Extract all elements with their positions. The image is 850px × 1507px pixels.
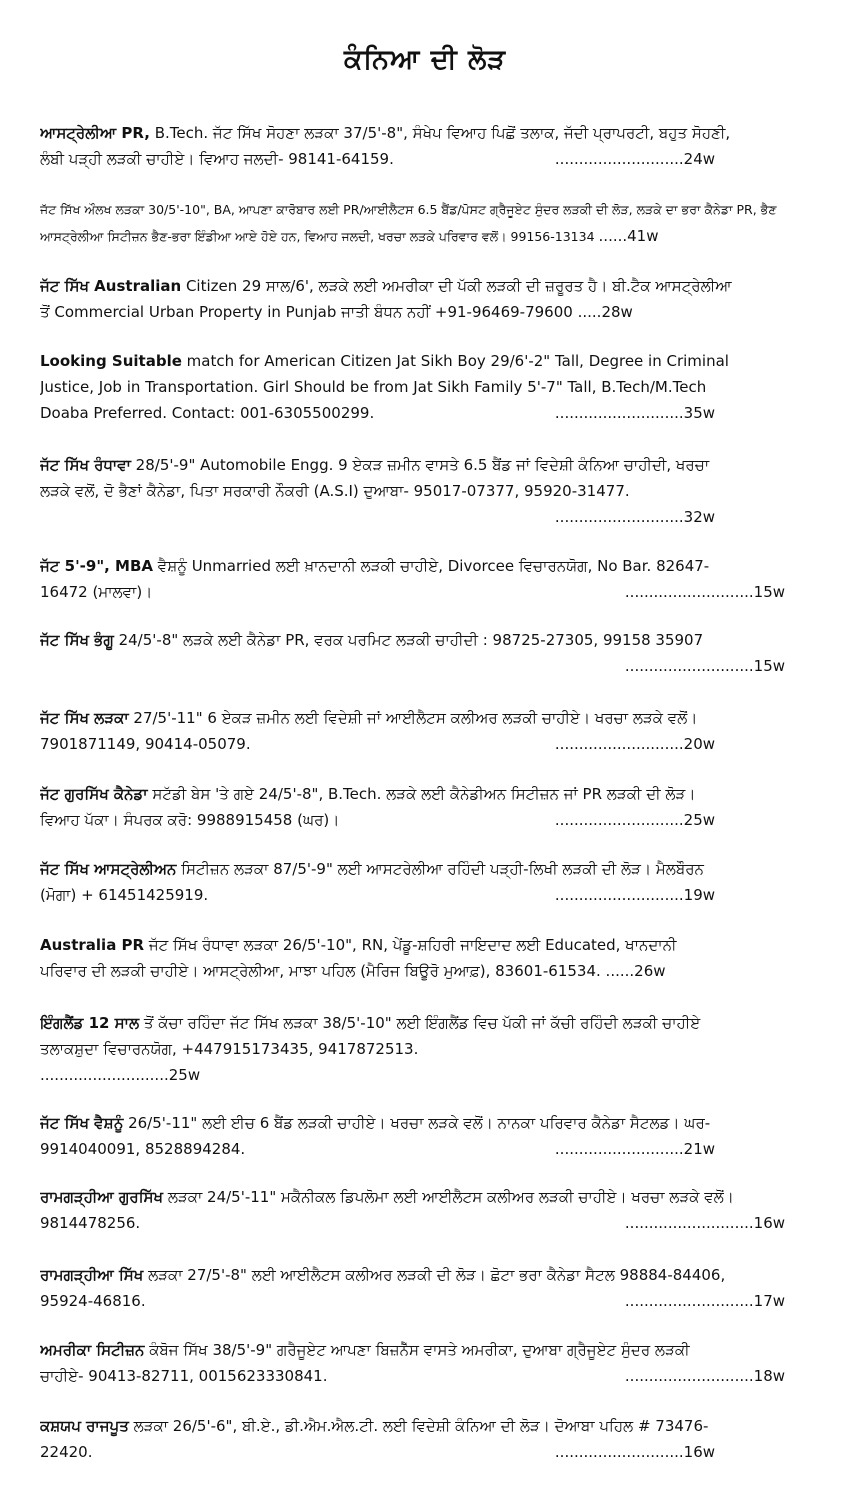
ad-ref: ...........................20w	[554, 735, 715, 753]
ad-text: 7901871149, 90414-05079.	[40, 735, 251, 753]
ad-line	[40, 1184, 825, 1210]
ad-text: ਆਸਟ੍ਰੇਲੀਆ ਸਿਟੀਜ਼ਨ ਭੈਣ-ਭਰਾ ਇੰਡੀਆ ਆਏ ਹੋਏ ਹਨ, ਵਿਆਹ ਜਲਦੀ, ਖਰਚਾ ਲੜਕੇ ਪਰਿਵਾਰ ਵਲੋਂ। 99156-13134	[40, 229, 595, 244]
ad-item	[40, 1110, 825, 1162]
ad-text: ਜੱਟ ਸਿੱਖ ਰੰਧਾਵਾ ਲੜਕਾ 26/5'-10", RN, ਪੇਂਡੂ-ਸ਼ਹਿਰੀ ਜਾਇਦਾਦ ਲਈ Educated, ਖਾਨਦਾਨੀ	[144, 936, 677, 954]
ad-text: 26/5'-11" ਲਈ ਈਚ 6 ਬੈਂਡ ਲੜਕੀ ਚਾਹੀਏ। ਖਰਚਾ ਲੜਕੇ ਵਲੋਂ। ਨਾਨਕਾ ਪਰਿਵਾਰ ਕੈਨੇਡਾ ਸੈਟਲਡ। ਘਰ-	[123, 1114, 711, 1132]
ad-text: ਸਟੱਡੀ ਬੇਸ 'ਤੇ ਗਏ 24/5'-8", B.Tech. ਲੜਕੇ ਲਈ ਕੈਨੇਡੀਅਨ ਸਿਟੀਜ਼ਨ ਜਾਂ PR ਲੜਕੀ ਦੀ ਲੋੜ।	[147, 785, 696, 803]
ad-text: 27/5'-11" 6 ਏਕੜ ਜ਼ਮੀਨ ਲਈ ਵਿਦੇਸ਼ੀ ਜਾਂ ਆਈਲੈਟਸ ਕਲੀਅਰ ਲੜਕੀ ਚਾਹੀਏ। ਖਰਚਾ ਲੜਕੇ ਵਲੋਂ।	[128, 709, 698, 727]
ad-text: ਚਾਹੀਏ- 90413-82711, 0015623330841.	[40, 1367, 328, 1385]
ad-lead: ਰਾਮਗੜ੍ਹੀਆ ਸਿੱਖ	[40, 1266, 144, 1284]
ad-item	[40, 627, 825, 679]
ad-lead: ਅਮਰੀਕਾ ਸਿਟੀਜ਼ਨ	[40, 1341, 145, 1359]
ad-item	[40, 781, 825, 833]
ad-text: 95924-46816.	[40, 1292, 146, 1310]
ad-lead: Australia PR	[40, 936, 145, 954]
ad-text: 24/5'-8" ਲੜਕੇ ਲਈ ਕੈਨੇਡਾ PR, ਵਰਕ ਪਰਮਿਟ ਲੜਕੀ ਚਾਹੀਦੀ : 98725-27305, 99158 35907	[113, 631, 704, 649]
ad-text: ਤੋਂ ਕੱਚਾ ਰਹਿੰਦਾ ਜੱਟ ਸਿੱਖ ਲੜਕਾ 38/5'-10" ਲਈ ਇੰਗਲੈਂਡ ਵਿਚ ਪੱਕੀ ਜਾਂ ਕੱਚੀ ਰਹਿੰਦੀ ਲੜਕੀ ਚਾਹੀਏ	[139, 1014, 701, 1032]
ad-text: ਜੱਟ ਸਿੱਖ ਔਲਖ ਲੜਕਾ 30/5'-10", BA, ਆਪਣਾ ਕਾਰੋਬਾਰ ਲਈ PR/ਆਈਲੈਟਸ 6.5 ਬੈਂਡ/ਪੋਸਟ ਗ੍ਰੈਜੂਏਟ ਸੁੰਦਰ ਲੜਕੀ ਦੀ ਲੋੜ, ਲੜਕੇ ਦਾ ਭਰਾ ਕੈਨੇਡਾ PR, ਭੈਣ	[40, 202, 777, 217]
ad-ref: ...........................17w	[624, 1292, 785, 1310]
ad-text: ਲੜਕਾ 24/5'-11" ਮਕੈਨੀਕਲ ਡਿਪਲੋਮਾ ਲਈ ਆਈਲੈਟਸ ਕਲੀਅਰ ਲੜਕੀ ਚਾਹੀਏ। ਖਰਚਾ ਲੜਕੇ ਵਲੋਂ।	[163, 1188, 734, 1206]
ad-lead: ਜੱਟ ਸਿੱਖ Australian	[40, 277, 182, 295]
ad-line	[40, 1363, 825, 1389]
ad-text: ਲੜਕਾ 27/5'-8" ਲਈ ਆਈਲੈਟਸ ਕਲੀਅਰ ਲੜਕੀ ਦੀ ਲੋੜ। ਛੋਟਾ ਭਰਾ ਕੈਨੇਡਾ ਸੈਟਲ 98884-84406,	[143, 1266, 726, 1284]
ad-line	[40, 1010, 825, 1036]
ad-ref: ......26w	[605, 962, 666, 980]
ad-ref: ...........................18w	[624, 1367, 785, 1385]
ad-line	[40, 504, 825, 530]
ad-lead: ਜੱਟ ਸਿੱਖ ਲੜਕਾ	[40, 709, 129, 727]
ad-text: ਸਿਟੀਜ਼ਨ ਲੜਕਾ 87/5'-9" ਲਈ ਆਸਟਰੇਲੀਆ ਰਹਿੰਦੀ ਪੜ੍ਹੀ-ਲਿਖੀ ਲੜਕੀ ਦੀ ਲੋੜ। ਮੈਲਬੌਰਨ	[176, 860, 704, 878]
ad-line	[40, 705, 825, 731]
ad-text: Justice, Job in Transportation. Girl Should be from Jat Sikh Family 5'-7" Tall, B.Tech/M.Tech	[40, 378, 707, 396]
ad-ref: ...........................19w	[554, 886, 715, 904]
ad-item	[40, 1010, 825, 1088]
ad-lead: ਇੰਗਲੈਂਡ 12 ਸਾਲ	[40, 1014, 140, 1032]
ad-line	[40, 197, 825, 223]
ad-line	[40, 932, 825, 958]
ad-text: 9914040091, 8528894284.	[40, 1140, 246, 1158]
ad-ref: ...........................15w	[624, 657, 785, 675]
ad-ref: ...........................35w	[554, 404, 715, 422]
ad-line	[40, 1136, 825, 1162]
ad-line	[40, 146, 825, 172]
ad-line	[40, 1062, 825, 1088]
ad-line	[40, 374, 825, 400]
ad-ref: ......41w	[598, 227, 659, 245]
ad-line	[40, 856, 825, 882]
ad-line	[40, 120, 825, 146]
ad-lead: ਕਸ਼ਯਪ ਰਾਜਪੂਤ	[40, 1417, 129, 1435]
ad-line	[40, 273, 825, 299]
ad-line	[40, 1337, 825, 1363]
ad-text: Citizen 29 ਸਾਲ/6', ਲੜਕੇ ਲਈ ਅਮਰੀਕਾ ਦੀ ਪੱਕੀ ਲੜਕੀ ਦੀ ਜ਼ਰੂਰਤ ਹੈ। ਬੀ.ਟੈਕ ਆਸਟ੍ਰੇਲੀਆ	[181, 277, 732, 295]
ad-lead: ਜੱਟ ਸਿੱਖ ਰੰਧਾਵਾ	[40, 456, 131, 474]
ad-line	[40, 958, 825, 984]
ad-item	[40, 1337, 825, 1389]
ad-text: 16472 (ਮਾਲਵਾ)।	[40, 583, 153, 601]
ad-line	[40, 1036, 825, 1062]
ad-item	[40, 348, 825, 426]
ad-ref: ...........................32w	[554, 508, 715, 526]
page-title: ਕੰਨਿਆ ਦੀ ਲੋੜ	[343, 44, 507, 75]
ad-text: ਲੜਕਾ 26/5'-6", ਬੀ.ਏ., ਡੀ.ਐਮ.ਐਲ.ਟੀ. ਲਈ ਵਿਦੇਸ਼ੀ ਕੰਨਿਆ ਦੀ ਲੋੜ। ਦੋਆਬਾ ਪਹਿਲ # 73476-	[128, 1417, 709, 1435]
ad-line	[40, 1110, 825, 1136]
ad-line	[40, 478, 825, 504]
ad-line	[40, 299, 825, 325]
ad-text: ਵਿਆਹ ਪੱਕਾ। ਸੰਪਰਕ ਕਰੋ: 9988915458 (ਘਰ)।	[40, 811, 340, 829]
ad-text: 22420.	[40, 1443, 93, 1461]
ad-line	[40, 223, 825, 250]
ad-lead: ਜੱਟ ਸਿੱਖ ਵੈਸ਼ਨੂੰ	[40, 1114, 124, 1132]
ad-line	[40, 627, 825, 653]
ad-text: ਕੰਬੋਜ ਸਿੱਖ 38/5'-9" ਗਰੈਜੂਏਟ ਆਪਣਾ ਬਿਜ਼ਨੈੱਸ ਵਾਸਤੇ ਅਮਰੀਕਾ, ਦੁਆਬਾ ਗ੍ਰੈਜੂਏਟ ਸੁੰਦਰ ਲੜਕੀ	[144, 1341, 690, 1359]
ad-ref: ...........................15w	[624, 583, 785, 601]
ad-line	[40, 781, 825, 807]
ad-item	[40, 120, 825, 172]
ad-item	[40, 705, 825, 757]
ad-text: ਪਰਿਵਾਰ ਦੀ ਲੜਕੀ ਚਾਹੀਏ। ਆਸਟ੍ਰੇਲੀਆ, ਮਾਝਾ ਪਹਿਲ (ਮੈਰਿਜ ਬਿਊਰੋ ਮੁਆਫ਼), 83601-61534.	[40, 962, 601, 980]
ad-item	[40, 1413, 825, 1465]
ad-item	[40, 553, 825, 605]
ad-lead: ਰਾਮਗੜ੍ਹੀਆ ਗੁਰਸਿੱਖ	[40, 1188, 164, 1206]
ad-line	[40, 882, 825, 908]
ad-item	[40, 1262, 825, 1314]
ad-line	[40, 1210, 825, 1236]
ad-ref: ...........................16w	[554, 1443, 715, 1461]
ad-lead: ਜੱਟ ਗੁਰਸਿੱਖ ਕੈਨੇਡਾ	[40, 785, 148, 803]
ad-lead: ਜੱਟ ਸਿੱਖ ਆਸਟ੍ਰੇਲੀਅਨ	[40, 860, 177, 878]
ad-line	[40, 731, 825, 757]
ad-text: ਲੜਕੇ ਵਲੋਂ, ਦੋ ਭੈਣਾਂ ਕੈਨੇਡਾ, ਪਿਤਾ ਸਰਕਾਰੀ ਨੌਕਰੀ (A.S.I) ਦੁਆਬਾ- 95017-07377, 95920-31477.	[40, 482, 630, 500]
ad-ref: ...........................25w	[554, 811, 715, 829]
ad-text: (ਮੋਗਾ) + 61451425919.	[40, 886, 209, 904]
ad-text: ਤੋਂ Commercial Urban Property in Punjab ਜਾਤੀ ਬੰਧਨ ਨਹੀਂ +91-96469-79600	[40, 303, 573, 321]
ad-ref: .....28w	[577, 303, 633, 321]
ad-line	[40, 553, 825, 579]
ad-text: ਤਲਾਕਸ਼ੁਦਾ ਵਿਚਾਰਨਯੋਗ, +447915173435, 9417872513.	[40, 1040, 419, 1058]
ad-line	[40, 1262, 825, 1288]
ad-text: Doaba Preferred. Contact: 001-6305500299.	[40, 404, 375, 422]
ad-lead: Looking Suitable	[40, 352, 182, 370]
ad-line	[40, 452, 825, 478]
ad-line	[40, 1439, 825, 1465]
ad-ref: ...........................16w	[624, 1214, 785, 1232]
ad-text: ਲੰਬੀ ਪੜ੍ਹੀ ਲੜਕੀ ਚਾਹੀਏ। ਵਿਆਹ ਜਲਦੀ- 98141-64159.	[40, 150, 394, 168]
ad-line	[40, 1288, 825, 1314]
ad-item	[40, 932, 825, 984]
ad-lead: ਆਸਟ੍ਰੇਲੀਆ PR,	[40, 124, 150, 142]
ad-text: 28/5'-9" Automobile Engg. 9 ਏਕੜ ਜ਼ਮੀਨ ਵਾਸਤੇ 6.5 ਬੈਂਡ ਜਾਂ ਵਿਦੇਸ਼ੀ ਕੰਨਿਆ ਚਾਹੀਦੀ, ਖਰਚਾ	[130, 456, 710, 474]
ad-text: match for American Citizen Jat Sikh Boy 29/6'-2" Tall, Degree in Criminal	[181, 352, 729, 370]
ad-item	[40, 273, 825, 325]
ad-line	[40, 348, 825, 374]
ad-item	[40, 1184, 825, 1236]
ad-text: 9814478256.	[40, 1214, 141, 1232]
ad-lead: ਜੱਟ ਸਿੱਖ ਭੰਗੂ	[40, 631, 114, 649]
ad-item	[40, 452, 825, 530]
ad-ref: ...........................21w	[554, 1140, 715, 1158]
ad-lead: ਜੱਟ 5'-9", MBA	[40, 557, 154, 575]
ad-ref: ...........................25w	[40, 1066, 201, 1084]
ad-line	[40, 807, 825, 833]
ad-ref: ...........................24w	[554, 150, 715, 168]
ad-line	[40, 400, 825, 426]
ad-text: B.Tech. ਜੱਟ ਸਿੱਖ ਸੋਹਣਾ ਲੜਕਾ 37/5'-8", ਸੰਖੇਪ ਵਿਆਹ ਪਿਛੋਂ ਤਲਾਕ, ਜੱਦੀ ਪ੍ਰਾਪਰਟੀ, ਬਹੁਤ ਸੋਹਣੀ,	[149, 124, 731, 142]
ad-line	[40, 1413, 825, 1439]
ad-text: ਵੈਸ਼ਨੂੰ Unmarried ਲਈ ਖ਼ਾਨਦਾਨੀ ਲੜਕੀ ਚਾਹੀਏ, Divorcee ਵਿਚਾਰਨਯੋਗ, No Bar. 82647-	[153, 557, 710, 575]
ad-item	[40, 856, 825, 908]
ad-item	[40, 197, 825, 250]
ad-line	[40, 653, 825, 679]
ad-line	[40, 579, 825, 605]
